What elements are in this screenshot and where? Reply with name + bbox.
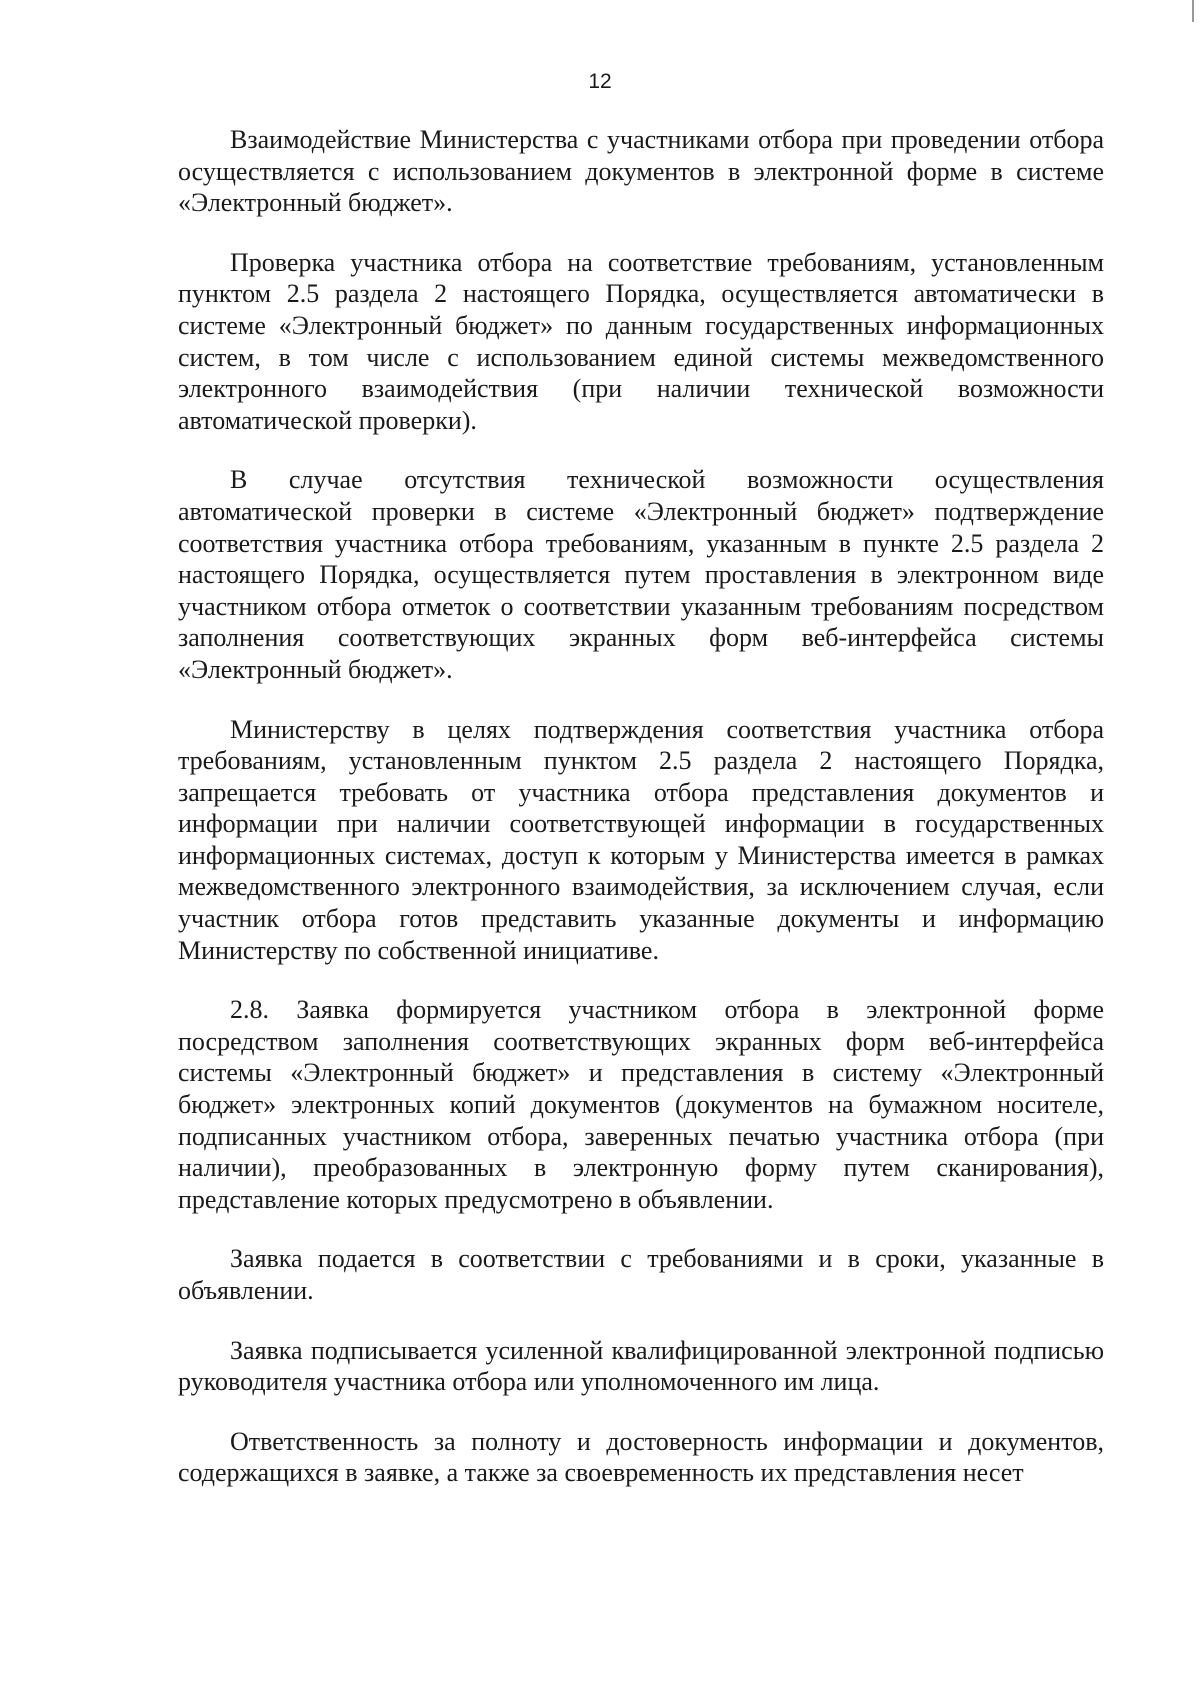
paragraph-application-signature: Заявка подписывается усиленной квалифицированной электронной подписью руководителя участника отбора или уполномоченного им лица. [178, 1335, 1104, 1397]
paragraph-application-submission: Заявка подается в соответствии с требованиями и в сроки, указанные в объявлении. [178, 1244, 1104, 1305]
paragraph-interaction: Взаимодействие Министерства с участниками отбора при проведении отбора осуществляется с использованием документов в электронной форме в системе «Электронный бюджет». [178, 125, 1104, 218]
paragraph-manual-confirmation: В случае отсутствия технической возможности осуществления автоматической проверки в системе «Электронный бюджет» подтверждение соответствия участника отбора требованиям, указанным в пункте 2.5 раздела 2 настоящего Порядка, осуществляется путем проставления в электронном виде участником отбора отметок о соответствии указанным требованиям посредством заполнения соответствующих экранных форм веб-интерфейса системы «Электронный бюджет». [178, 465, 1104, 684]
paragraph-responsibility: Ответственность за полноту и достоверность информации и документов, содержащихся в заявке, а также за своевременность их представления несет [178, 1426, 1104, 1488]
paragraph-automatic-check: Проверка участника отбора на соответствие требованиям, установленным пунктом 2.5 раздела 2 настоящего Порядка, осуществляется автоматически в системе «Электронный бюджет» по данным государственных информационных систем, в том числе с использованием единой системы межведомственного электронного взаимодействия (при наличии технической возможности автоматической проверки). [178, 247, 1104, 435]
document-body [178, 124, 1104, 1517]
paragraph-prohibition: Министерству в целях подтверждения соответствия участника отбора требованиям, установленным пунктом 2.5 раздела 2 настоящего Порядка, запрещается требовать от участника отбора представления документов и информации при наличии соответствующей информации в государственных информационных системах, доступ к которым у Министерства имеется в рамках межведомственного электронного взаимодействия, за исключением случая, если участник отбора готов представить указанные документы и информацию Министерству по собственной инициативе. [178, 714, 1104, 965]
page-number: 12 [588, 70, 612, 93]
scan-edge-mark [1192, 0, 1194, 22]
paragraph-application-formation: 2.8. Заявка формируется участником отбора в электронной форме посредством заполнения соответствующих экранных форм веб-интерфейса системы «Электронный бюджет» и представления в систему «Электронный бюджет» электронных копий документов (документов на бумажном носителе, подписанных участником отбора, заверенных печатью участника отбора (при наличии), преобразованных в электронную форму путем сканирования), представление которых предусмотрено в объявлении. [178, 995, 1104, 1214]
